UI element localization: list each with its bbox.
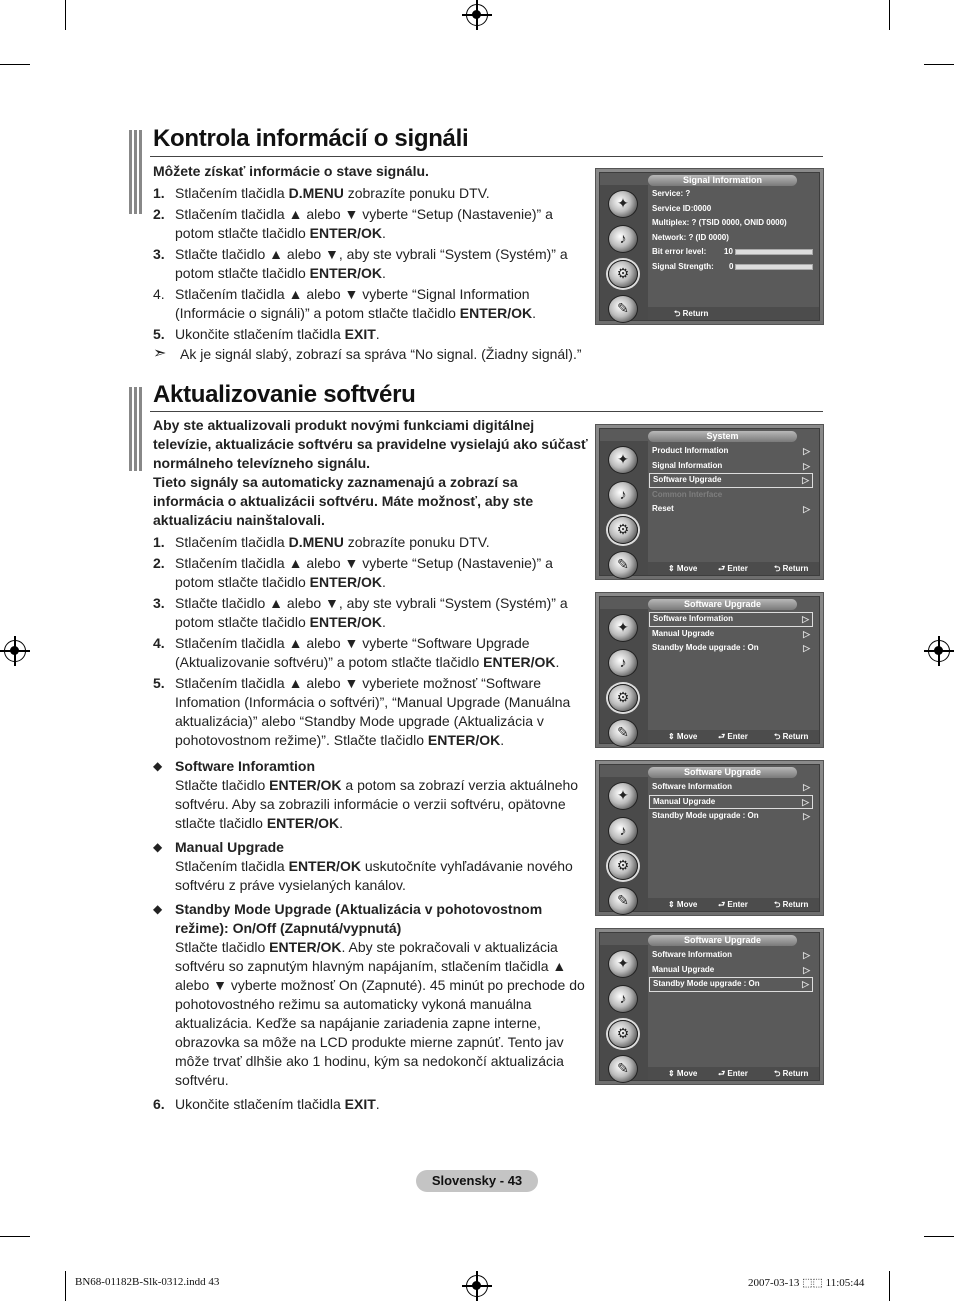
crop-mark [924,1236,954,1237]
footer-file: BN68-01182B-Slk-0312.indd 43 [75,1276,220,1288]
osd-title: System [648,431,797,442]
setup-icon: ⚙ [608,1020,638,1048]
registration-mark-icon [928,640,950,662]
picture-icon: ✦ [608,950,638,978]
section2-intro: Aby ste aktualizovali produkt novými funkciami digitálnej televízie, aktualizácie softvéru sa pravidelne vysielajú ako súčasť normálneho televízneho signálu. [153,417,588,471]
osd-icon-column [600,945,648,1080]
bullet-manual-upgrade: ◆ Manual Upgrade Stlačením tlačidla ENTER/OK uskutočníte vyhľadávanie nového softvéru z práve vysielaných kanálov. [153,839,573,893]
picture-icon: ✦ [608,446,638,474]
osd-menu-item[interactable]: Reset ▷ [652,504,810,514]
registration-mark-icon [466,4,488,26]
osd-icon-column [600,609,648,743]
osd-menu-item-selected[interactable]: Software Information ▷ [649,612,813,627]
arrow-right-icon: ▷ [803,628,810,639]
section-rule [150,411,823,412]
osd-title: Software Upgrade [648,767,797,778]
section1-text [153,162,589,364]
step-6: 6. Ukončite stlačením tlačidla EXIT. [153,1096,380,1112]
sound-icon: ♪ [608,817,638,845]
osd-title: Software Upgrade [648,935,797,946]
setup-icon: ⚙ [608,260,638,288]
osd-menu-item[interactable]: Standby Mode upgrade : On ▷ [652,811,810,821]
osd-menu-item-selected[interactable]: Software Upgrade ▷ [649,473,813,488]
sound-icon: ♪ [608,985,638,1013]
arrow-right-icon: ▷ [802,979,809,989]
registration-mark-icon [4,640,26,662]
osd-menu-item[interactable]: Signal Information ▷ [652,460,810,471]
crop-mark [0,1236,30,1237]
diamond-icon: ◆ [153,840,163,854]
osd-icon-column [600,441,648,575]
osd-menu-item[interactable]: Manual Upgrade ▷ [652,964,810,975]
step-2: 2. Stlačením tlačidla ▲ alebo ▼ vyberte “Setup (Nastavenie)” a potom stlačte tlačidlo ENTER/OK. [153,206,553,241]
crop-mark [65,1271,66,1301]
step-3: 3. Stlačte tlačidlo ▲ alebo ▼, aby ste vybrali “System (Systém)” a potom stlačte tlačidlo ENTER/OK. [153,246,568,281]
picture-icon: ✦ [608,614,638,642]
osd-system [595,424,824,580]
step-4: 4. Stlačením tlačidla ▲ alebo ▼ vyberte “Signal Information (Informácie o signáli)” a potom stlačte tlačidlo ENTER/OK. [153,286,537,321]
input-icon: ✎ [608,1055,638,1083]
osd-footer: ⇕ Move ⮐ Enter ⮌ Return [648,562,819,575]
osd-software-upgrade-1 [595,592,824,748]
osd-menu-item[interactable]: Product Information ▷ [652,446,810,456]
arrow-right-icon: ▷ [803,643,810,653]
crop-mark [889,0,890,30]
arrow-right-icon: ▷ [802,796,809,807]
footer-date: 2007-03-13 ⬚⬚ 11:05:44 [748,1277,865,1289]
osd-row: Service: ? [652,189,691,198]
arrow-right-icon: ▷ [803,504,810,514]
section2-text [153,416,589,1114]
input-icon: ✎ [608,295,638,323]
osd-row-strength: Signal Strength: 0 [649,260,813,275]
diamond-icon: ◆ [153,902,163,916]
osd-footer: ⇕ Move ⮐ Enter ⮌ Return [648,730,819,743]
osd-title: Software Upgrade [648,599,797,610]
osd-row-ber: Bit error level: 10 [649,245,813,260]
osd-menu-item[interactable]: Standby Mode upgrade : On ▷ [652,643,810,653]
section1-title: Kontrola informácií o signáli [153,125,469,152]
strength-bar [735,264,813,270]
osd-footer: ⇕ Move ⮐ Enter ⮌ Return [648,1067,819,1080]
osd-menu [648,780,819,897]
section-bar [129,130,144,214]
ber-bar [735,249,813,255]
input-icon: ✎ [608,719,638,747]
arrow-right-icon: ▷ [803,950,810,960]
osd-menu [648,612,819,729]
arrow-right-icon: ▷ [803,782,810,792]
arrow-right-icon: ▷ [802,614,809,624]
bullet-software-information: ◆ Software Inforamtion Stlačte tlačidlo ENTER/OK a potom sa zobrazí verzia aktuálneho softvéru. Aby sa zobrazili informácie o verzii softvéru, opätovne stlačte tlačidlo ENTER/OK. [153,758,579,831]
osd-software-upgrade-2 [595,760,824,916]
picture-icon: ✦ [608,782,638,810]
crop-mark [924,64,954,65]
arrow-right-icon: ▷ [803,460,810,471]
setup-icon: ⚙ [608,516,638,544]
section1-intro: Môžete získať informácie o stave signálu. [153,163,429,179]
arrow-right-icon: ▷ [803,964,810,975]
osd-menu-item[interactable]: Software Information ▷ [652,950,810,960]
sound-icon: ♪ [608,481,638,509]
osd-menu-item-selected[interactable]: Manual Upgrade ▷ [649,795,813,810]
step-5: 5. Ukončite stlačením tlačidla EXIT. [153,326,380,342]
input-icon: ✎ [608,887,638,915]
registration-mark-icon [466,1275,488,1297]
osd-title: Signal Information [648,175,797,186]
picture-icon: ✦ [608,190,638,218]
arrow-right-icon: ▷ [803,811,810,821]
diamond-icon: ◆ [153,759,163,773]
step-3: 3. Stlačte tlačidlo ▲ alebo ▼, aby ste vybrali “System (Systém)” a potom stlačte tlačidlo ENTER/OK. [153,595,568,630]
step-5: 5. Stlačením tlačidla ▲ alebo ▼ vyberiete možnosť “Software Infomation (Informácia o softvéri)”, “Manual Upgrade (Manuálna aktualizácia)” alebo “Standby Mode upgrade (Aktualizácia v pohotovostnom režime)”. Stlačte tlačidlo ENTER/OK. [153,675,571,748]
osd-footer: ⇕ Move ⮐ Enter ⮌ Return [648,898,819,911]
osd-menu [648,444,819,561]
step-1: 1. Stlačením tlačidla D.MENU zobrazíte ponuku DTV. [153,534,490,550]
osd-menu-item-disabled: Common Interface [652,489,723,499]
step-4: 4. Stlačením tlačidla ▲ alebo ▼ vyberte “Software Upgrade (Aktualizovanie softvéru)” a potom stlačte tlačidlo ENTER/OK. [153,635,560,670]
osd-row: Service ID:0000 [652,203,712,213]
osd-software-upgrade-3 [595,928,824,1085]
sound-icon: ♪ [608,649,638,677]
page-number: Slovensky - 43 [416,1170,538,1192]
arrow-right-icon: ▷ [802,475,809,485]
osd-footer [648,307,819,320]
osd-icon-column [600,185,648,320]
osd-row: Network: ? (ID 0000) [652,232,729,242]
section2-intro: Tieto signály sa automaticky zaznamenajú a zobrazí sa informácia o aktualizácii softvéru. Máte možnosť, aby ste aktualizáciu nainštalovali. [153,474,534,528]
osd-menu-item-selected[interactable]: Standby Mode upgrade : On ▷ [649,977,813,992]
crop-mark [889,1271,890,1301]
osd-signal-information [595,168,824,325]
crop-mark [65,0,66,30]
crop-mark [0,64,30,65]
input-icon: ✎ [608,551,638,579]
step-1: 1. Stlačením tlačidla D.MENU zobrazíte ponuku DTV. [153,185,490,201]
note: ➣ Ak je signál slabý, zobrazí sa správa “No signal. (Žiadny signál).” [153,345,582,362]
osd-row: Multiplex: ? (TSID 0000, ONID 0000) [652,218,787,227]
section-bar [129,387,144,471]
bullet-standby-upgrade: ◆ Standby Mode Upgrade (Aktualizácia v pohotovostnom režime): On/Off (Zapnutá/vypnutá) Stlačte tlačidlo ENTER/OK. Aby ste pokračovali v aktualizácia softvéru so zapnutým hlavným napájaním, stlačením tlačidla ▲ alebo ▼ vyberte možnosť On (Zapnuté). 45 minút po prechode do pohotovostného režimu sa automaticky vykoná manuálna aktualizácia. Keďže sa napájanie zariadenia zapne interne, obrazovka sa môže na LCD produkte mierne zapnúť. Tento jav môže trvať dlhšie ako 1 hodinu, kým sa nedokončí aktualizácia softvéru. [153,901,585,1088]
osd-menu-item[interactable]: Software Information ▷ [652,782,810,792]
note-arrow-icon: ➣ [153,345,167,362]
section-rule [150,156,823,157]
setup-icon: ⚙ [608,852,638,880]
step-2: 2. Stlačením tlačidla ▲ alebo ▼ vyberte “Setup (Nastavenie)” a potom stlačte tlačidlo ENTER/OK. [153,555,553,590]
sound-icon: ♪ [608,225,638,253]
osd-menu [648,948,819,1066]
setup-icon: ⚙ [608,684,638,712]
section2-title: Aktualizovanie softvéru [153,381,416,408]
osd-icon-column [600,777,648,911]
osd-menu-item[interactable]: Manual Upgrade ▷ [652,628,810,639]
arrow-right-icon: ▷ [803,446,810,456]
osd-menu [648,187,819,306]
osd-return: ⮌ Return [674,309,709,318]
